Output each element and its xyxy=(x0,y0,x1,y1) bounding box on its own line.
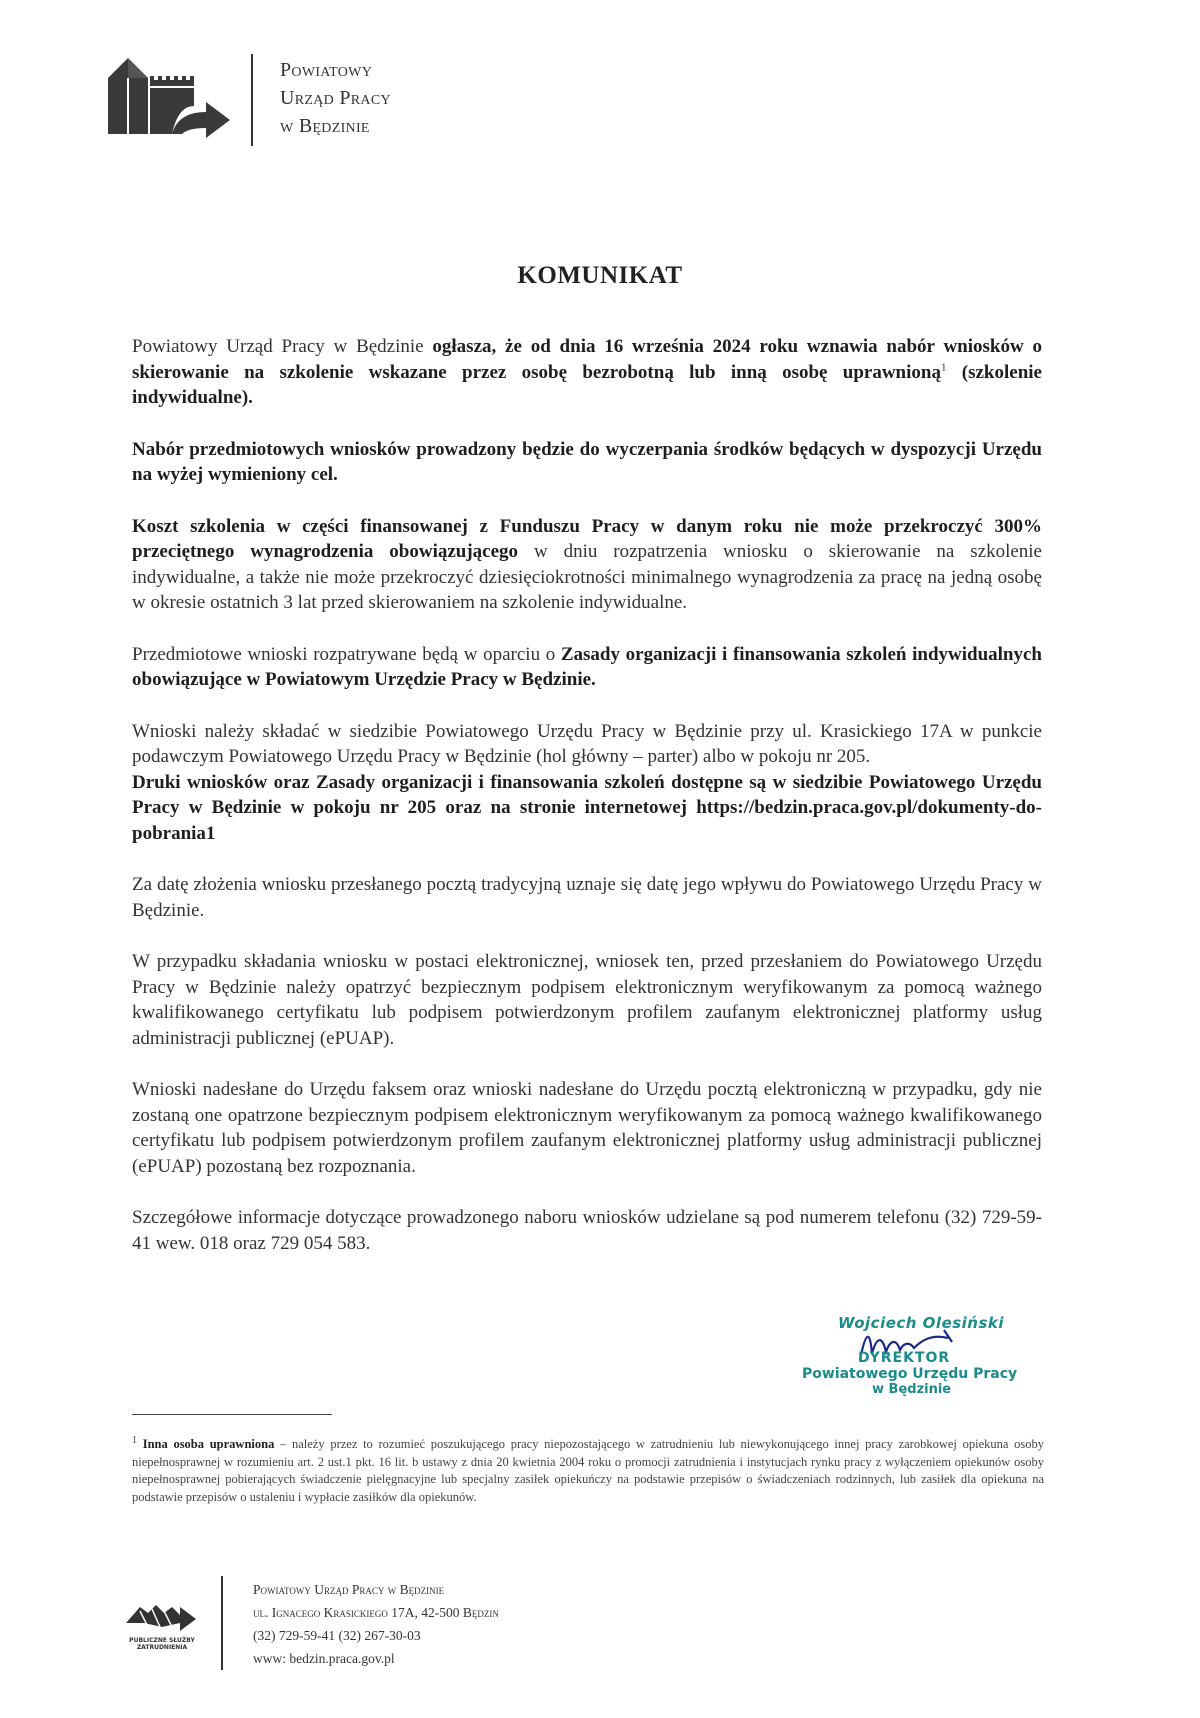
psz-logo xyxy=(122,1597,202,1663)
announcement-end: (szkolenie indywidualne). xyxy=(132,361,1042,408)
header-divider xyxy=(251,54,253,146)
psz-logo-caption xyxy=(122,1637,202,1651)
paragraph-cost xyxy=(132,514,1042,616)
paragraph-rules xyxy=(132,642,1042,693)
pup-logo xyxy=(108,56,236,148)
footnote xyxy=(132,1432,1044,1506)
rules-intro: Przedmiotowe wnioski rozpatrywane będą w oparciu o xyxy=(132,643,561,665)
document-body xyxy=(132,334,1042,1282)
footnote-divider xyxy=(132,1414,332,1415)
org-name-line1: Powiatowy xyxy=(280,59,373,81)
footnote-ref: 1 xyxy=(940,361,947,374)
rules-bold: Zasady organizacji i finansowania szkoleń indywidualnych obowiązujące w Powiatowym Urzędzie Pracy w Będzinie. xyxy=(132,643,1042,690)
org-name xyxy=(280,56,391,140)
psz-caption-line2: ZATRUDNIENIA xyxy=(136,1644,188,1651)
forms-text: Druki wniosków oraz Zasady organizacji i finansowania szkoleń dostępne są w siedzibie Powiatowego Urzędu Pracy w Będzinie w pokoju nr 205 oraz na stronie internetowej https://bedzin.praca.gov.pl/dokumenty-do-pobrania1 xyxy=(132,771,1042,844)
footer-contact xyxy=(253,1578,499,1670)
psz-caption-line1: PUBLICZNE SŁUŻBY xyxy=(129,1637,195,1644)
director-stamp xyxy=(802,1314,1032,1404)
footnote-marker: 1 xyxy=(132,1435,137,1446)
footer-address: ul. Ignacego Krasickiego 17A, 42-500 Będzin xyxy=(253,1605,499,1620)
paragraph-announcement xyxy=(132,334,1042,411)
cost-bold: Koszt szkolenia w części finansowanej z Funduszu Pracy w danym roku nie może przekroczyć 300% przeciętnego wynagrodzenia obowiązującego xyxy=(132,515,1042,562)
footer-phone: (32) 729-59-41 (32) 267-30-03 xyxy=(253,1628,421,1643)
announcement-intro: Powiatowy Urząd Pracy w Będzinie xyxy=(132,336,433,357)
stamp-role: DYREKTOR xyxy=(858,1350,951,1366)
paragraph-rejection: Wnioski nadesłane do Urzędu faksem oraz wnioski nadesłane do Urzędu pocztą elektroniczną w przypadku, gdy nie zostaną one opatrzone bezpiecznym podpisem elektronicznym weryfikowanym za pomocą ważnego kwalifikowanego certyfikatu lub podpisem potwierdzonym profilem zaufanym elektronicznej platformy usług administracji publicznej (ePUAP) pozostaną bez rozpoznania. xyxy=(132,1079,1042,1177)
footnote-text: – należy przez to rozumieć poszukującego pracy niepozostającego w zatrudnieniu lub niewykonującego innej pracy zarobkowej opiekuna osoby niepełnosprawnej w rozumieniu art. 2 ust.1 pkt. 16 lit. b ustawy z dnia 20 kwietnia 2004 roku o promocji zatrudnienia i instytucjach rynku pracy z wyłączeniem opiekunów osoby niepełnosprawnej pobierających świadczenie pielęgnacyjne lub specjalny zasiłek opiekuńczy na podstawie przepisów o świadczeniach rodzinnych, lub zasiłek dla opiekuna na podstawie przepisów o ustaleniu i wypłacie zasiłków dla opiekunów. xyxy=(132,1437,1044,1504)
announcement-main: ogłasza, że od dnia 16 września 2024 roku wznawia nabór wniosków o skierowanie na szkolenie wskazane przez osobę bezrobotną lub inną osobę uprawnioną xyxy=(132,336,1042,383)
paragraph-submission: Wnioski należy składać w siedzibie Powiatowego Urzędu Pracy w Będzinie przy ul. Krasickiego 17A w punkcie podawczym Powiatowego Urzędu Pracy w Będzinie (hol główny – parter) albo w pokoju nr 205. xyxy=(132,720,1042,767)
cost-rest: w dniu rozpatrzenia wniosku o skierowanie na szkolenie indywidualne, a także nie może przekroczyć dziesięciokrotności minimalnego wynagrodzenia za pracę na jedną osobę w okresie ostatnich 3 lat przed skierowaniem na szkolenie indywidualne. xyxy=(132,541,1042,613)
footer-org: Powiatowy Urząd Pracy w Będzinie xyxy=(253,1582,445,1597)
stamp-name: Wojciech Olesiński xyxy=(838,1314,1005,1332)
footer-website: www: bedzin.praca.gov.pl xyxy=(253,1651,395,1666)
document-title: KOMUNIKAT xyxy=(517,262,683,289)
stamp-office-line2: w Będzinie xyxy=(872,1382,952,1397)
paragraph-postal-date: Za datę złożenia wniosku przesłanego pocztą tradycyjną uznaje się datę jego wpływu do Powiatowego Urzędu Pracy w Będzinie. xyxy=(132,874,1042,921)
funds-text: Nabór przedmiotowych wniosków prowadzony będzie do wyczerpania środków będących w dyspozycji Urzędu na wyżej wymieniony cel. xyxy=(132,438,1042,485)
paragraph-electronic: W przypadku składania wniosku w postaci elektronicznej, wniosek ten, przed przesłaniem do Powiatowego Urzędu Pracy w Będzinie należy opatrzyć bezpiecznym podpisem elektronicznym weryfikowanym za pomocą ważnego kwalifikowanego certyfikatu lub podpisem potwierdzonym profilem zaufanym elektronicznej platformy usług administracji publicznej (ePUAP). xyxy=(132,951,1042,1049)
footer-divider xyxy=(221,1576,223,1670)
paragraph-funds xyxy=(132,437,1042,488)
paragraph-contact: Szczegółowe informacje dotyczące prowadzonego naboru wniosków udzielane są pod numerem telefonu (32) 729-59-41 wew. 018 oraz 729 054 583. xyxy=(132,1207,1042,1254)
footnote-term: Inna osoba uprawniona xyxy=(142,1437,275,1452)
org-name-line3: w Będzinie xyxy=(280,115,370,137)
paragraph-forms xyxy=(132,770,1042,847)
org-name-line2: Urząd Pracy xyxy=(280,87,391,109)
stamp-office-line1: Powiatowego Urzędu Pracy xyxy=(802,1366,1018,1382)
